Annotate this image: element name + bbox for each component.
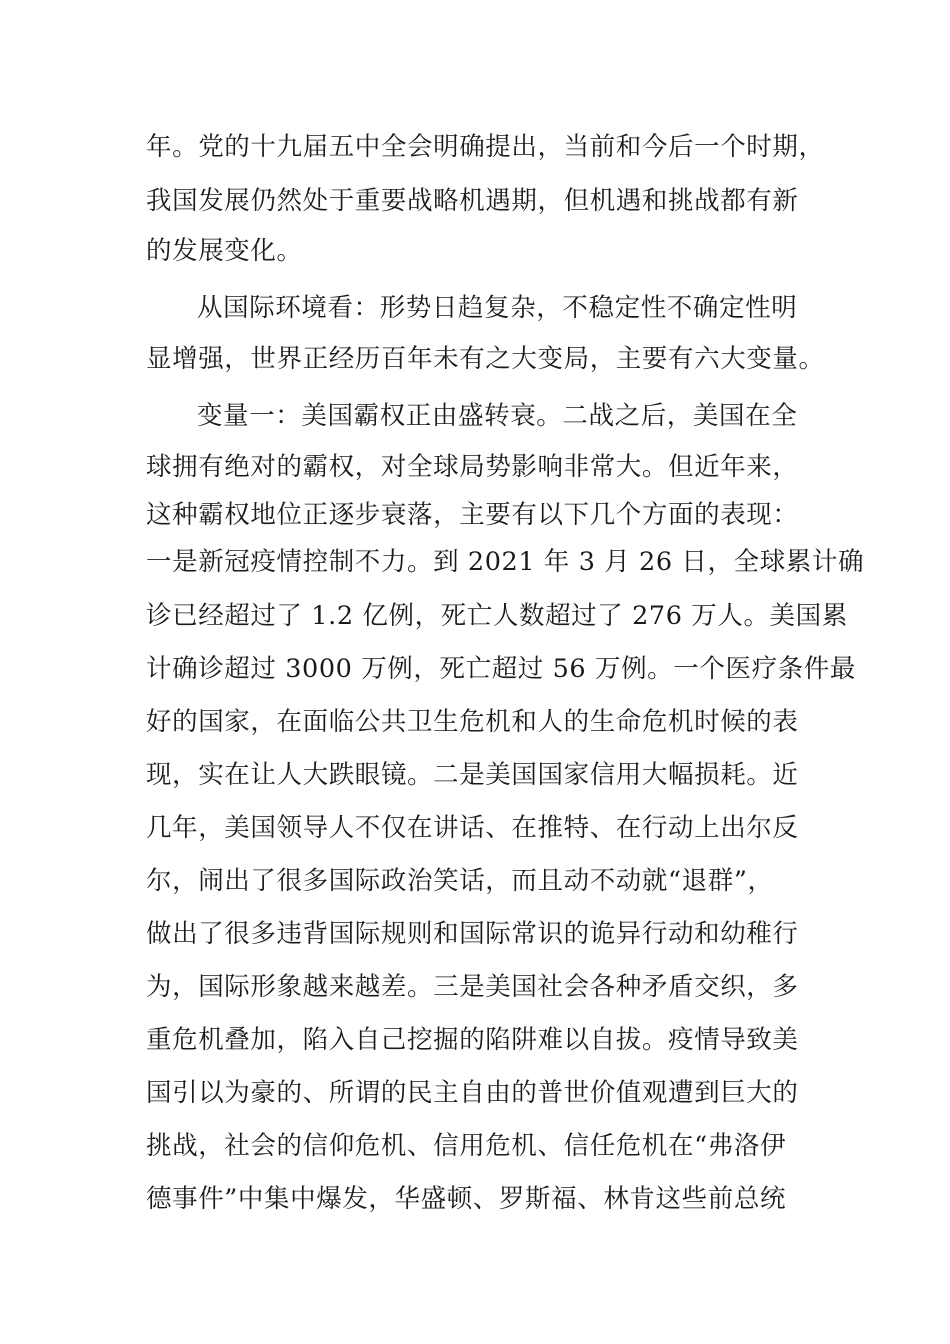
text-line-20: 挑战，社会的信仰危机、信用危机、信任危机在“弗洛伊 (146, 1131, 787, 1161)
text-line-12: 好的国家，在面临公共卫生危机和人的生命危机时候的表 (146, 707, 799, 737)
text-line-13: 现，实在让人大跌眼镜。二是美国国家信用大幅损耗。近 (146, 760, 799, 790)
text-line-17: 为，国际形象越来越差。三是美国社会各种矛盾交织，多 (146, 972, 799, 1002)
text-line-19: 国引以为豪的、所谓的民主自由的普世价值观遭到巨大的 (146, 1078, 799, 1108)
text-line-15: 尔，闹出了很多国际政治笑话，而且动不动就“退群”， (146, 866, 774, 896)
text-line-3: 的发展变化。 (146, 236, 303, 266)
text-line-21: 德事件”中集中爆发，华盛顿、罗斯福、林肯这些前总统 (146, 1184, 787, 1214)
text-line-18: 重危机叠加，陷入自己挖掘的陷阱难以自拔。疫情导致美 (146, 1025, 799, 1055)
text-line-11: 计确诊超过 3000 万例，死亡超过 56 万例。一个医疗条件最 (146, 654, 856, 684)
text-line-7: 球拥有绝对的霸权，对全球局势影响非常大。但近年来， (146, 452, 799, 482)
text-line-8: 这种霸权地位正逐步衰落，主要有以下几个方面的表现： (146, 500, 799, 530)
text-line-16: 做出了很多违背国际规则和国际常识的诡异行动和幼稚行 (146, 919, 799, 949)
text-line-4: 从国际环境看：形势日趋复杂，不稳定性不确定性明 (197, 293, 798, 323)
text-line-1: 年。党的十九届五中全会明确提出，当前和今后一个时期， (146, 132, 825, 162)
text-line-2: 我国发展仍然处于重要战略机遇期，但机遇和挑战都有新 (146, 186, 799, 216)
text-line-9: 一是新冠疫情控制不力。到 2021 年 3 月 26 日，全球累计确 (146, 547, 865, 577)
text-line-10: 诊已经超过了 1.2 亿例，死亡人数超过了 276 万人。美国累 (146, 601, 848, 631)
text-line-6: 变量一：美国霸权正由盛转衰。二战之后，美国在全 (197, 401, 798, 431)
text-line-5: 显增强，世界正经历百年未有之大变局，主要有六大变量。 (146, 344, 825, 374)
text-line-14: 几年，美国领导人不仅在讲话、在推特、在行动上出尔反 (146, 813, 799, 843)
